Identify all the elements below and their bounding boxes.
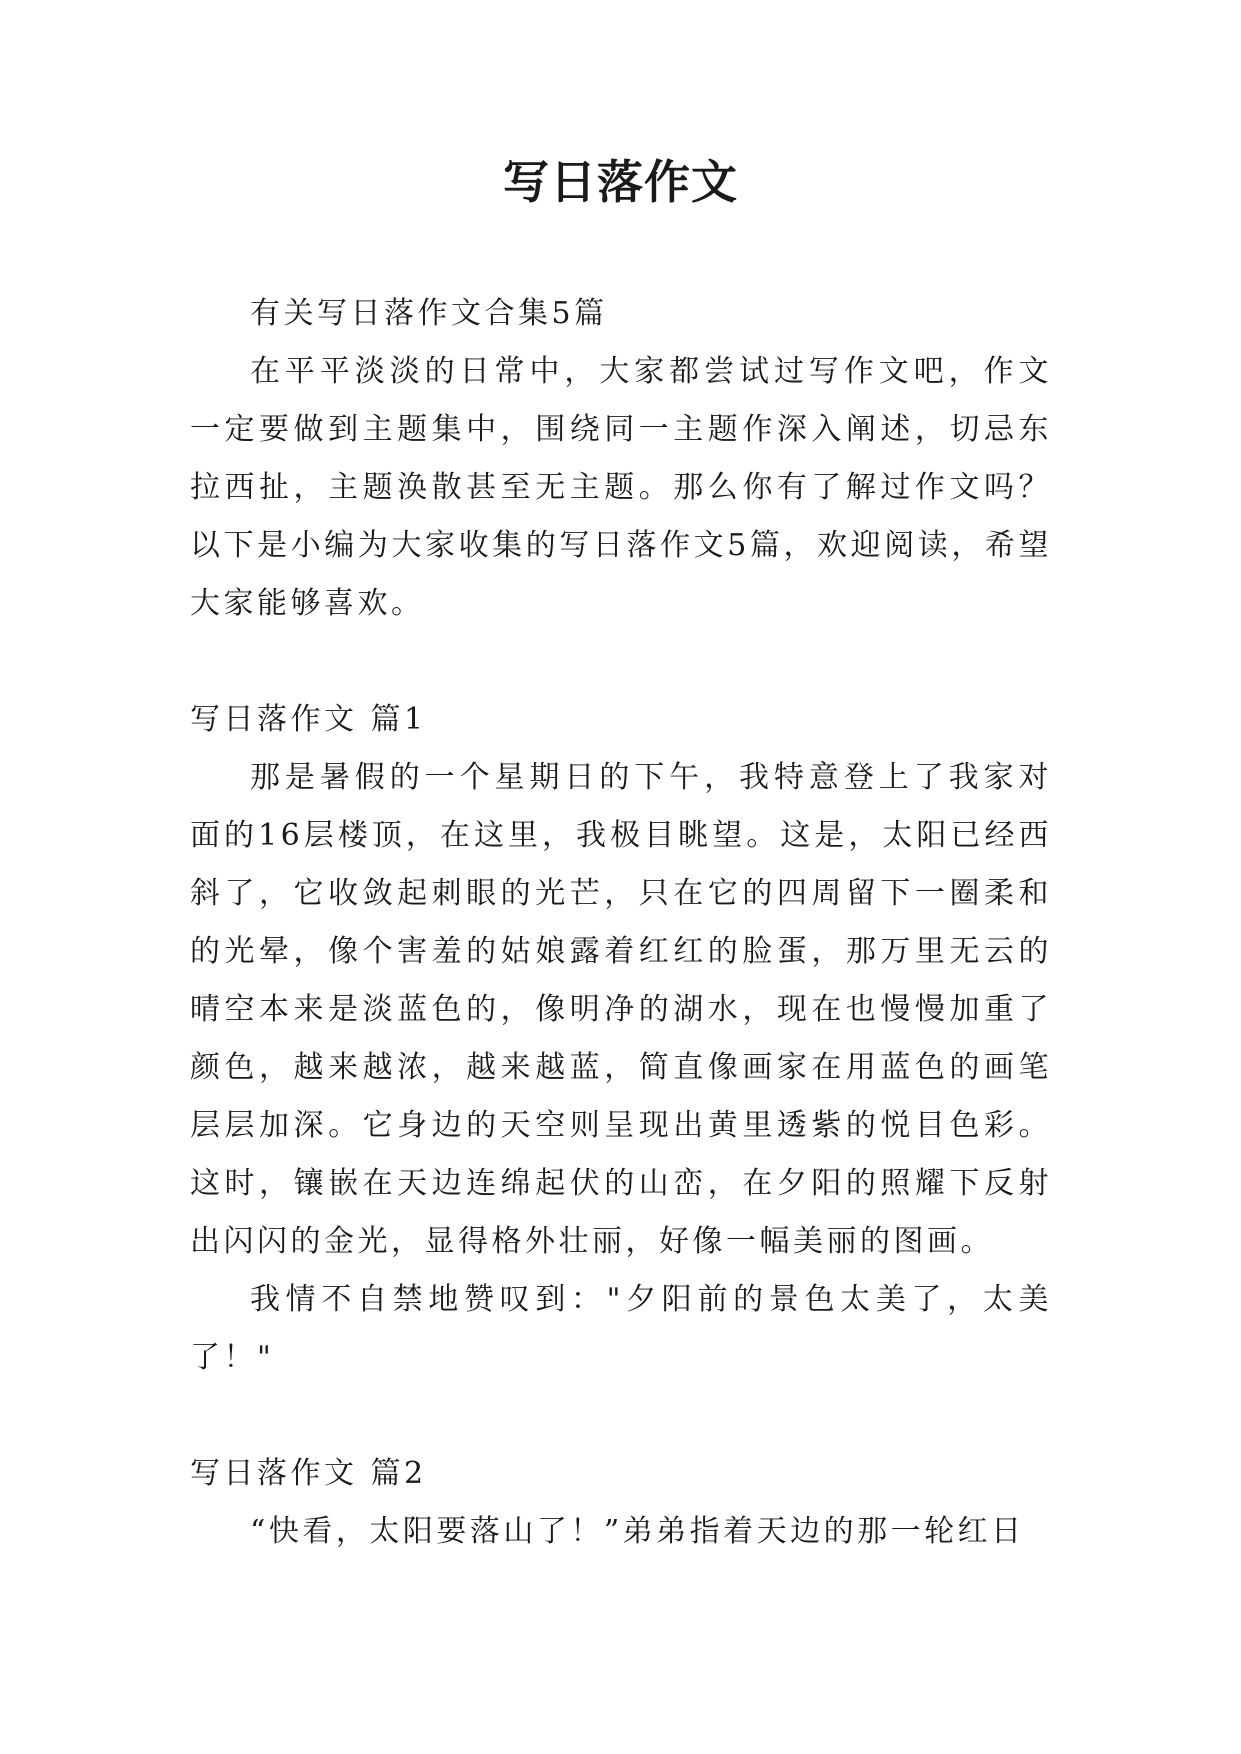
intro-paragraph: 在平平淡淡的日常中，大家都尝试过写作文吧，作文一定要做到主题集中，围绕同一主题作深入阐述，切忌东拉西扯，主题涣散甚至无主题。那么你有了解过作文吗？以下是小编为大家收集的写日落作文5篇，欢迎阅读，希望大家能够喜欢。 (190, 354, 1052, 621)
spacer (190, 1387, 1052, 1445)
spacer (190, 633, 1052, 691)
document-body (190, 285, 1052, 1561)
section-1-paragraph-1: 那是暑假的一个星期日的下午，我特意登上了我家对面的16层楼顶，在这里，我极目眺望。这是，太阳已经西斜了，它收敛起刺眼的光芒，只在它的四周留下一圈柔和的光晕，像个害羞的姑娘露着红红的脸蛋，那万里无云的晴空本来是淡蓝色的，像明净的湖水，现在也慢慢加重了颜色，越来越浓，越来越蓝，简直像画家在用蓝色的画笔层层加深。它身边的天空则呈现出黄里透紫的悦目色彩。这时，镶嵌在天边连绵起伏的山峦，在夕阳的照耀下反射出闪闪的金光，显得格外壮丽，好像一幅美丽的图画。 (190, 760, 1052, 1259)
section-heading-2: 写日落作文 篇2 (190, 1456, 427, 1491)
section-2-paragraph-1: “快看，太阳要落山了！”弟弟指着天边的那一轮红日 (250, 1514, 1025, 1549)
subtitle: 有关写日落作文合集5篇 (250, 296, 608, 331)
section-1-paragraph-2: 我情不自禁地赞叹到："夕阳前的景色太美了，太美了！" (190, 1282, 1052, 1375)
document-title: 写日落作文 (503, 155, 738, 209)
section-heading-1: 写日落作文 篇1 (190, 702, 427, 737)
